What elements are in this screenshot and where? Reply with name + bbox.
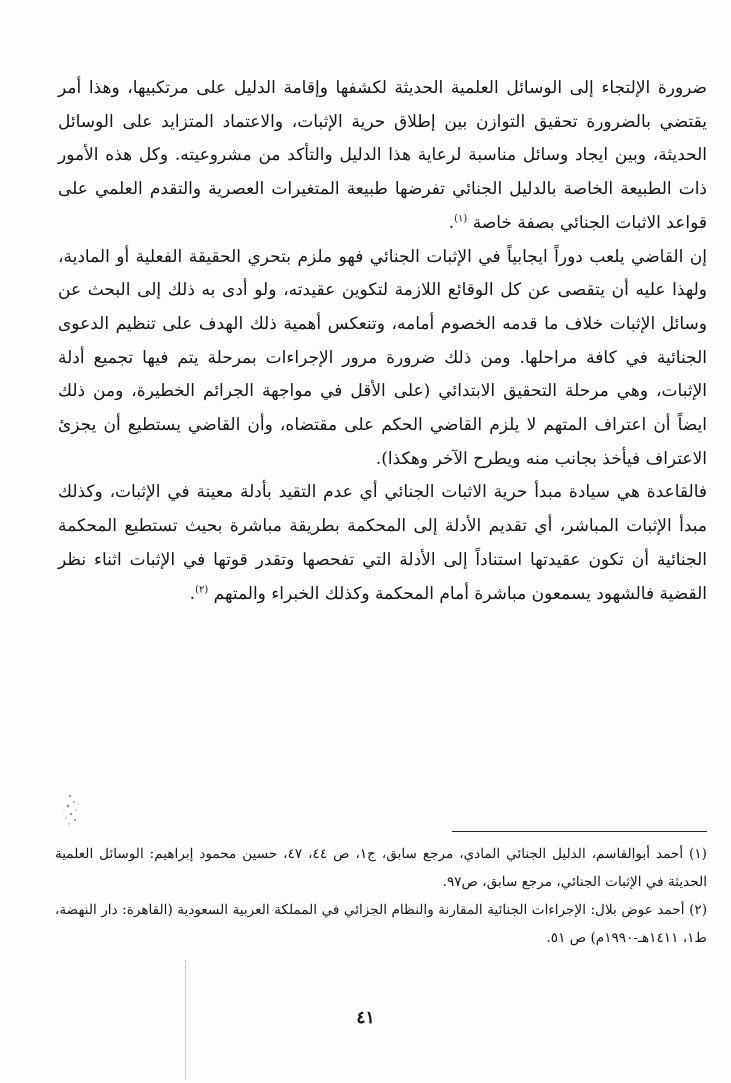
footnote-2: (٢) أحمد عوض بلال: الإجراءات الجنائية المقارنة والنظام الجزائي في المملكة العربية السعودية (القاهرة: دار النهضة، ط١، ١٤١١هـ-١٩٩٠م) ص ٥١. bbox=[55, 902, 707, 946]
footnote-1: (١) أحمد أبوالقاسم، الدليل الجنائي المادي، مرجع سابق، ج١، ص ٤٤، ٤٧، حسين محمود إبراهيم: الوسائل العلمية الحديثة في الإثبات الجنائي، مرجع سابق، ص٩٧. bbox=[55, 846, 707, 890]
paragraph-1 bbox=[58, 72, 707, 241]
footnotes bbox=[55, 840, 707, 952]
paragraph-3-end: . bbox=[189, 583, 196, 604]
paragraph-3 bbox=[58, 476, 707, 611]
page-number: ٤١ bbox=[356, 1008, 375, 1028]
paragraph-3-text: فالقاعدة هي سيادة مبدأ حرية الاثبات الجنائي أي عدم التقيد بأدلة معينة في الإثبات، وكذلك مبدأ الإثبات المباشر، أي تقديم الأدلة إلى المحكمة بطريقة مباشرة بحيث تستطيع المحكمة الجنائية أن تكون عقيدتها استناداً إلى الأدلة التي تفحصها وتقدر قوتها في الإثبات اثناء نظر القضية فالشهود يسمعون مباشرة أمام المحكمة وكذلك الخبراء والمتهم bbox=[58, 482, 707, 604]
footnote-separator bbox=[452, 831, 707, 832]
footnote-ref-1[interactable]: (١) bbox=[454, 213, 468, 225]
paragraph-2 bbox=[58, 241, 707, 477]
main-text bbox=[58, 72, 707, 611]
paragraph-1-text: ضرورة الإلتجاء إلى الوسائل العلمية الحديثة لكشفها وإقامة الدليل على مرتكبيها، وهذا أمر يقتضي بالضرورة تحقيق التوازن بين إطلاق حرية الإثبات، والاعتماد المتزايد على الوسائل الحديثة، وبين ايجاد وسائل مناسبة لرعاية هذا الدليل والتأكد من مشروعيته. وكل هذه الأمور ذات الطبيعة الخاصة بالدليل الجنائي تفرضها طبيعة المتغيرات العصرية والتقدم العلمي على قواعد الاثبات الجنائي بصفة خاصة bbox=[58, 78, 707, 233]
footnote-ref-2[interactable]: (٢) bbox=[195, 583, 209, 595]
paragraph-2-text: إن القاضي يلعب دوراً ايجابياً في الإثبات الجنائي فهو ملزم بتحري الحقيقة الفعلية أو المادية، ولهذا عليه أن يتقصى عن كل الوقائع اللازمة لتكوين عقيدته، ولو أدى به ذلك إلى البحث عن وسائل الإثبات خلاف ما قدمه الخصوم أمامه، وتنعكس أهمية ذلك الهدف على تنظيم الدعوى الجنائية في كافة مراحلها. ومن ذلك ضرورة مرور الإجراءات بمرحلة يتم فيها تجميع أدلة الإثبات، وهي مرحلة التحقيق الابتدائي (على الأقل في مواجهة الجرائم الخطيرة، ومن ذلك ايضاً أن اعتراف المتهم لا يلزم القاضي الحكم على مقتضاه، وأن القاضي يستطيع أن يجزئ الاعتراف فيأخذ بجانب منه ويطرح الآخر وهكذا). bbox=[58, 246, 707, 469]
paragraph-1-end: . bbox=[448, 212, 455, 233]
scan-speck bbox=[56, 790, 86, 830]
